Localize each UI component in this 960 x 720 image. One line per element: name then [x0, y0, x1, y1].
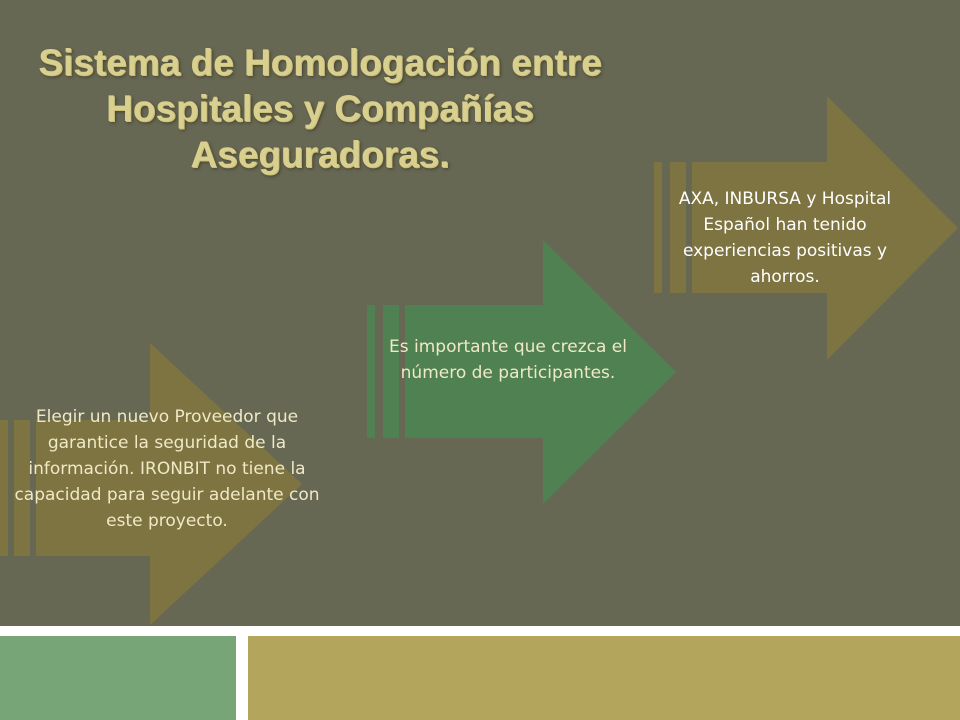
arrow-1-text: Elegir un nuevo Proveedor que garantice la seguridad de la información. IRONBIT no tiene la capacidad para seguir adelante con este proyecto. [14, 407, 320, 531]
slide-title: Sistema de Homologación entre Hospitales y Compañías Aseguradoras. [38, 42, 602, 175]
footer-bar-right [248, 636, 960, 720]
footer-bar-left [0, 636, 236, 720]
arrow-3-text: AXA, INBURSA y Hospital Español han tenido experiencias positivas y ahorros. [678, 189, 892, 287]
arrow-2-text: Es importante que crezca el número de participantes. [389, 337, 627, 383]
arrow-1-stripe [0, 420, 8, 556]
